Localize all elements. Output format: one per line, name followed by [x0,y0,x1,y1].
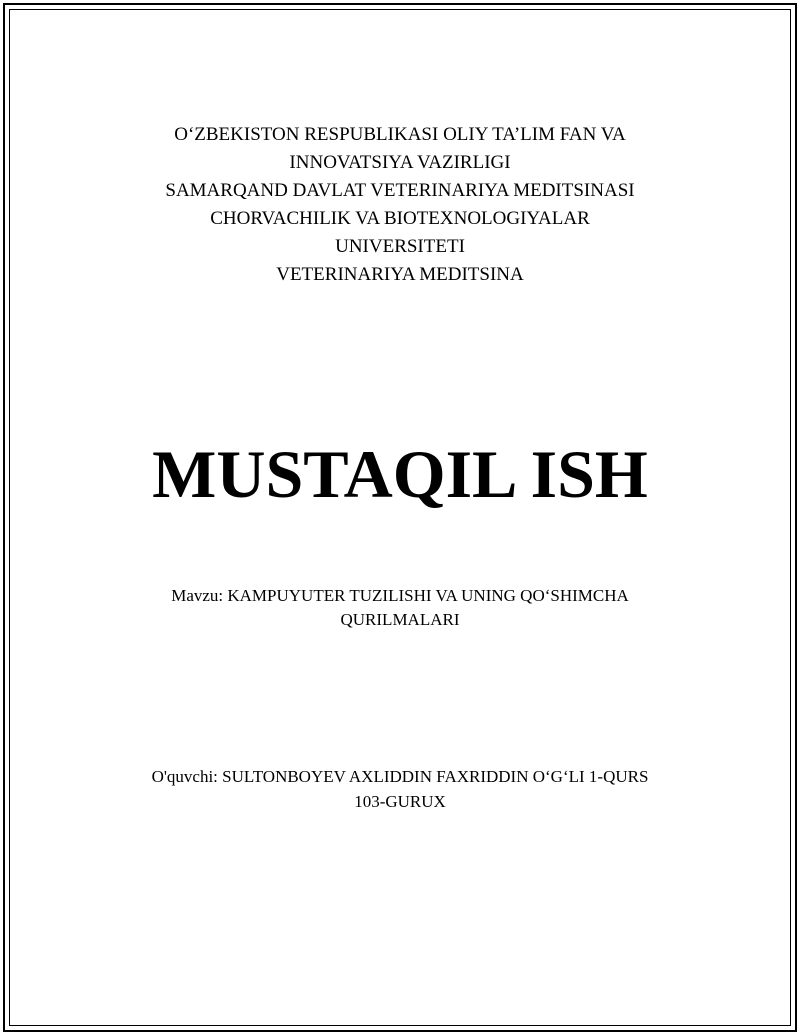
document-title: MUSTAQIL ISH [152,436,648,512]
header-line-university-3: UNIVERSITETI [335,236,465,257]
header-line-ministry-1: O‘ZBEKISTON RESPUBLIKASI OLIY TA’LIM FAN VA [174,124,626,145]
student-info [0,764,800,814]
header-line-university-2: CHORVACHILIK VA BIOTEXNOLOGIYALAR [210,208,590,229]
topic-line-1: Mavzu: KAMPUYUTER TUZILISHI VA UNING QO‘SHIMCHA [171,586,629,605]
header-line-university-1: SAMARQAND DAVLAT VETERINARIYA MEDITSINASI [165,180,635,201]
header-line-ministry-2: INNOVATSIYA VAZIRLIGI [289,152,511,173]
header-line-faculty: VETERINARIYA MEDITSINA [276,264,524,285]
topic-line-2: QURILMALARI [340,610,460,629]
student-line-2: 103-GURUX [354,792,446,811]
student-line-1: O'quvchi: SULTONBOYEV AXLIDDIN FAXRIDDIN O‘G‘LI 1-QURS [151,767,649,786]
institution-header [0,121,800,289]
topic [0,584,800,632]
